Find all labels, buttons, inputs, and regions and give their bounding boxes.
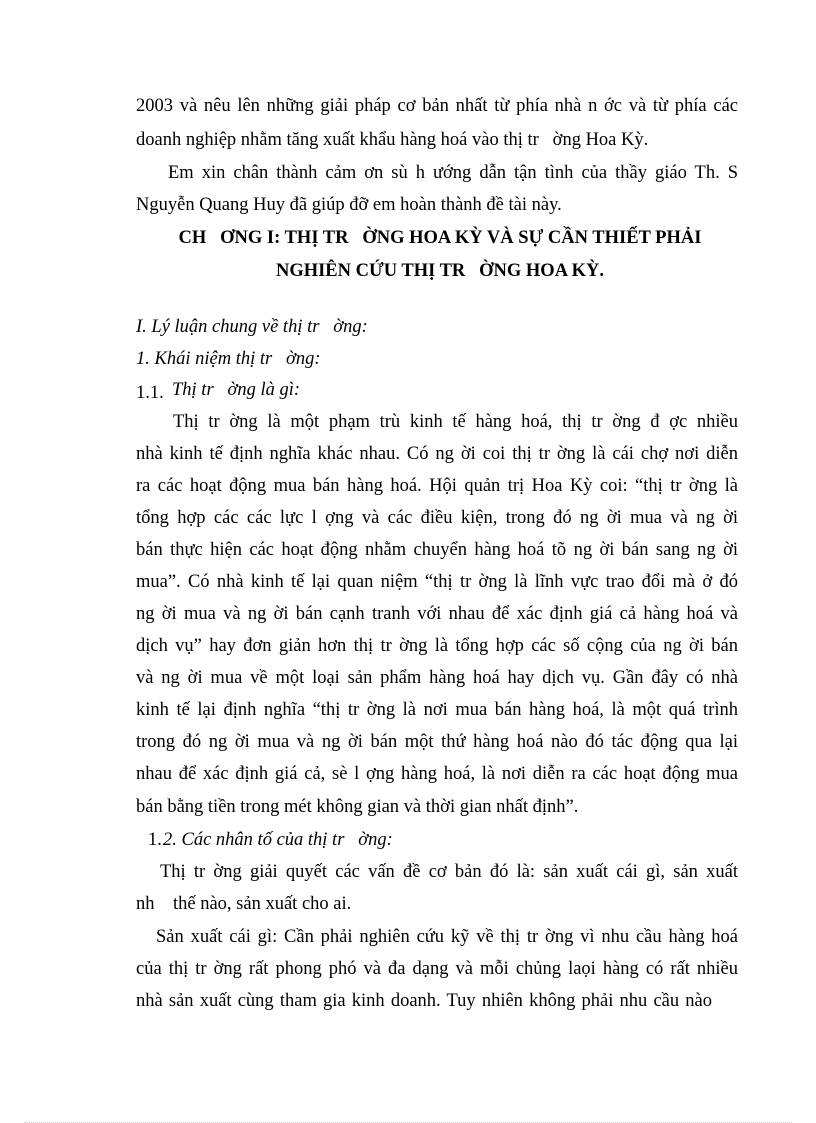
paragraph-line: Thị tr ờng là một phạm trù kinh tế hàng hoá, thị tr ờng đ ợc nhiều [173, 412, 738, 432]
paragraph-line: nh thế nào, sản xuất cho ai. [136, 894, 352, 914]
chapter-heading: CH ƠNG I: THỊ TR ỜNG HOA KỲ VÀ SỰ CẦN THIẾT PHẢI [178, 228, 702, 248]
subsection-title: 2. Các nhân tố của thị tr ờng: [163, 830, 393, 850]
paragraph-line: Em xin chân thành cảm ơn sù h ướng dẫn tận tình của thầy giáo Th. S [168, 163, 738, 183]
paragraph-line: dịch vụ” hay đơn giản hơn thị tr ờng là tổng hợp các số cộng của ng ời bán [136, 636, 738, 656]
paragraph-line: của thị tr ờng rất phong phó và đa dạng và mỗi chủng laọi hàng có rất nhiều [136, 959, 738, 979]
paragraph-line: Sản xuất cái gì: Cần phải nghiên cứu kỹ về thị tr ờng vì nhu cầu hàng hoá [156, 927, 738, 947]
paragraph-line: nhà kinh tế định nghĩa khác nhau. Có ng ời coi thị tr ờng là cái chợ nơi diễn [136, 444, 738, 464]
subsection-number: 1.1. [136, 383, 164, 403]
subsection-title: Thị tr ờng là gì: [172, 380, 301, 400]
paragraph-line: và ng ời mua về một loại sản phẩm hàng hoá hay dịch vụ. Gần đây có nhà [136, 668, 738, 688]
paragraph-line: mua”. Có nhà kinh tế lại quan niệm “thị tr ờng là lĩnh vực trao đổi mà ở đó [136, 572, 738, 592]
subsection-number: 1. [148, 830, 162, 850]
paragraph-line: Thị tr ờng giải quyết các vấn đề cơ bản đó là: sản xuất cái gì, sản xuất [160, 862, 738, 882]
paragraph-line: 2003 và nêu lên những giải pháp cơ bản nhất từ phía nhà n ớc và từ phía các [136, 96, 738, 116]
paragraph-line: Nguyễn Quang Huy đã giúp đỡ em hoàn thành đề tài này. [136, 195, 562, 215]
paragraph-line: kinh tế lại định nghĩa “thị tr ờng là nơi mua bán hàng hoá, là một quá trình [136, 700, 738, 720]
subsection-heading: 1. Khái niệm thị tr ờng: [136, 349, 321, 369]
paragraph-line: bán thực hiện các hoạt động nhằm chuyển hàng hoá tõ ng ời bán sang ng ời [136, 540, 738, 560]
paragraph-line: doanh nghiệp nhằm tăng xuất khẩu hàng hoá vào thị tr ờng Hoa Kỳ. [136, 130, 649, 150]
paragraph-line: nhà sản xuất cùng tham gia kinh doanh. Tuy nhiên không phải nhu cầu nào [136, 991, 712, 1011]
paragraph-line: nhau để xác định giá cả, sè l ợng hàng hoá, là nơi diễn ra các hoạt động mua [136, 764, 738, 784]
paragraph-line: ra các hoạt động mua bán hàng hoá. Hội quản trị Hoa Kỳ coi: “thị tr ờng là [136, 476, 738, 496]
paragraph-line: bán bằng tiền trong mét không gian và thời gian nhất định”. [136, 797, 579, 817]
section-heading: I. Lý luận chung về thị tr ờng: [136, 317, 368, 337]
chapter-heading-continued: NGHIÊN CỨU THỊ TR ỜNG HOA KỲ. [275, 261, 605, 281]
paragraph-line: ng ời mua và ng ời bán cạnh tranh với nhau để xác định giá cả hàng hoá và [136, 604, 738, 624]
paragraph-line: trong đó ng ời mua và ng ời bán một thứ hàng hoá nào đó tác động qua lại [136, 732, 738, 752]
paragraph-line: tổng hợp các các lực l ợng và các điều kiện, trong đó ng ời mua và ng ời [136, 508, 738, 528]
